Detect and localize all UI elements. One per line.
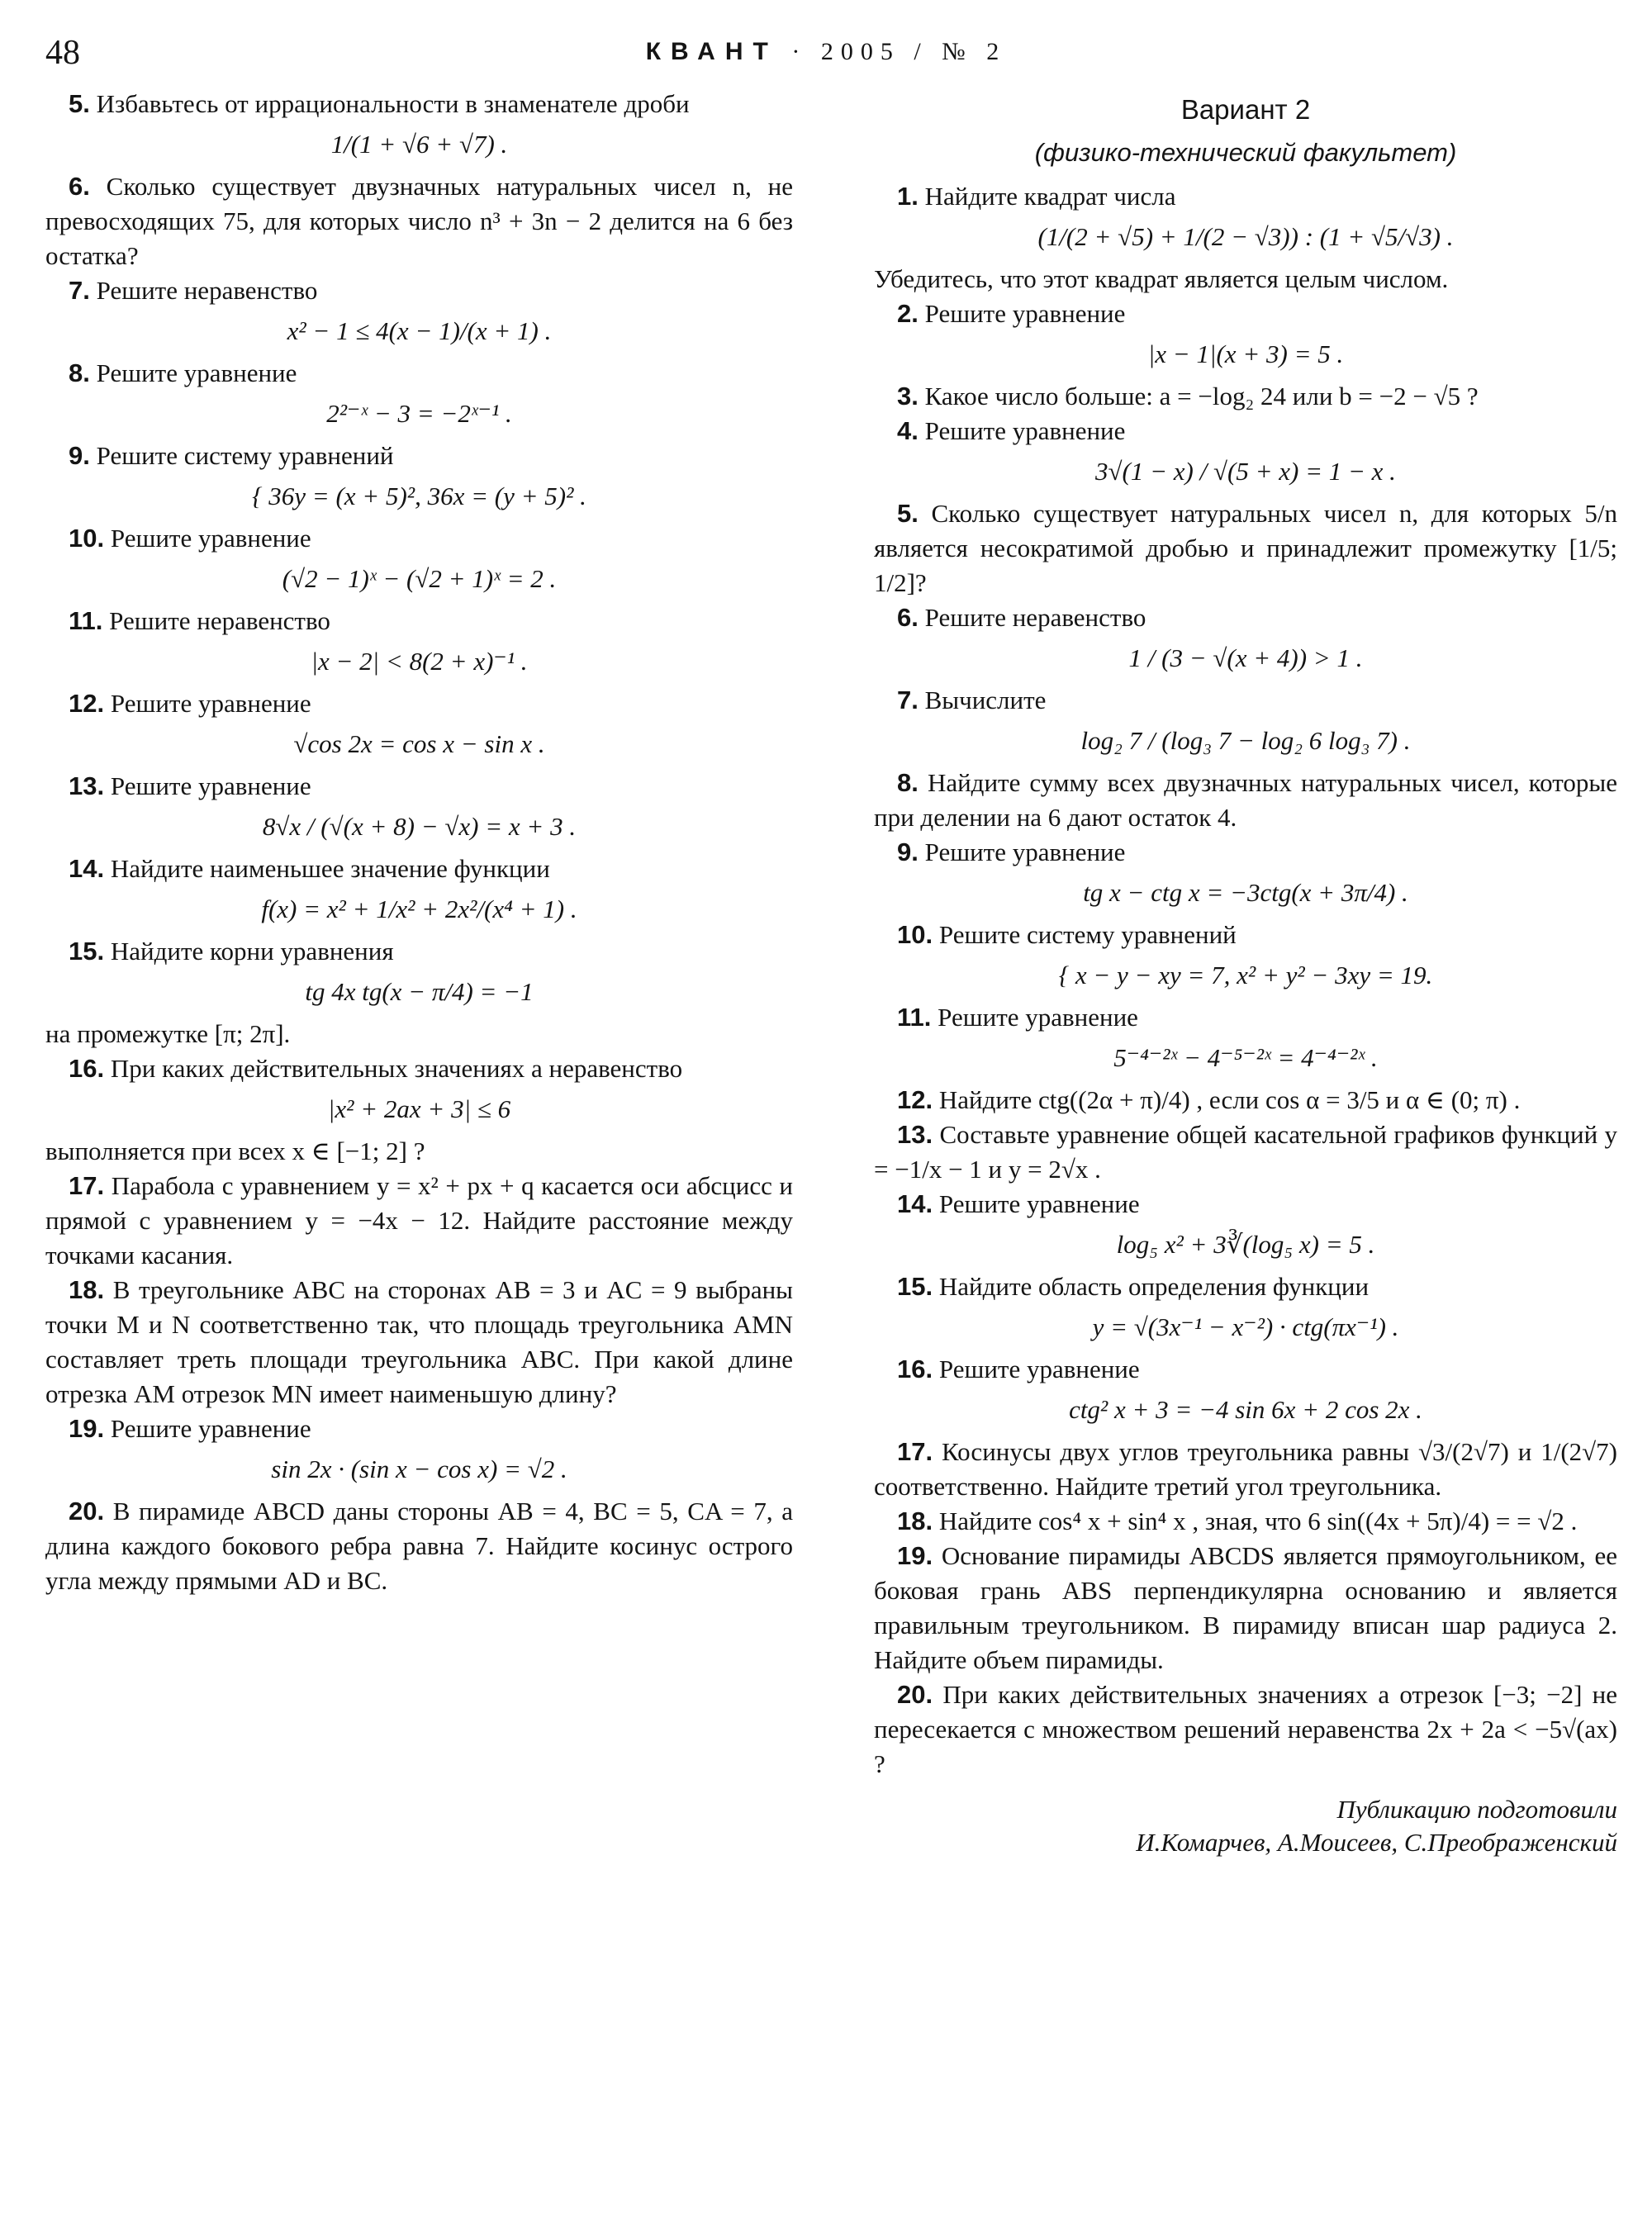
formula: 8√x / (√(x + 8) − √x) = x + 3 . — [262, 812, 577, 841]
problem-number: 19. — [69, 1414, 105, 1443]
problem — [45, 273, 793, 308]
paragraph: на промежутке [π; 2π]. — [45, 1019, 291, 1048]
problem-text: Решите уравнение — [96, 358, 297, 387]
problem-number: 6. — [69, 172, 90, 201]
problem-number: 7. — [69, 276, 90, 305]
formula: log₂ 7 / (log₃ 7 − log₂ 6 log₃ 7) . — [1080, 726, 1411, 755]
problem-text: При каких действительных значениях a отрезок [−3; −2] не пересекается с множеством решений неравенства 2x + 2a < −5√(ax) ? — [874, 1680, 1617, 1778]
problem-text: Решите неравенство — [96, 276, 318, 305]
problem-text: Сколько существует натуральных чисел n, для которых 5/n является несократимой дробью и принадлежит промежутку [1/5; 1/2]? — [874, 499, 1617, 597]
problem-text: Косинусы двух углов треугольника равны √3/(2√7) и 1/(2√7) соответственно. Найдите третий угол треугольника. — [874, 1437, 1618, 1501]
problem-text: Парабола с уравнением y = x² + px + q касается оси абсцисс и прямой с уравнением y = −4x − 12. Найдите расстояние между точками касания. — [45, 1171, 793, 1269]
problem-text: Решите уравнение — [938, 1355, 1140, 1383]
credits — [874, 1793, 1617, 1859]
problem-number: 17. — [69, 1171, 105, 1200]
problem-number: 11. — [69, 606, 103, 635]
formula: x² − 1 ≤ 4(x − 1)/(x + 1) . — [287, 316, 552, 345]
problem — [45, 852, 793, 886]
problem — [45, 521, 793, 556]
problem — [874, 496, 1617, 600]
formula: (√2 − 1)ˣ − (√2 + 1)ˣ = 2 . — [282, 564, 557, 593]
problem-text: Решите систему уравнений — [96, 441, 394, 470]
formula: 1/(1 + √6 + √7) . — [330, 130, 508, 159]
problem-text: Решите уравнение — [110, 1414, 311, 1443]
problem — [874, 1539, 1617, 1677]
problem — [874, 1352, 1617, 1387]
problem-text: Найдите квадрат числа — [924, 182, 1176, 211]
problem — [874, 835, 1617, 870]
problem-number: 5. — [69, 89, 90, 118]
problem-number: 20. — [897, 1680, 933, 1709]
problem-text: Решите уравнение — [110, 689, 311, 718]
page-number: 48 — [45, 34, 80, 72]
journal-name: КВАНТ — [645, 38, 778, 65]
formula: { x − y − xy = 7, x² + y² − 3xy = 19. — [1058, 961, 1433, 989]
problem-text: Решите уравнение — [110, 771, 311, 800]
problem-number: 9. — [69, 441, 90, 470]
problem-number: 14. — [897, 1189, 933, 1218]
problem — [45, 934, 793, 969]
problem — [45, 769, 793, 804]
problem-text: Какое число больше: a = −log₂ 24 или b = −2 − √5 ? — [924, 382, 1479, 410]
problem — [874, 1117, 1617, 1187]
problem — [874, 1435, 1617, 1504]
formula: log₅ x² + 3∛(log₅ x) = 5 . — [1116, 1230, 1375, 1259]
formula: |x² + 2ax + 3| ≤ 6 — [327, 1094, 511, 1123]
problem-number: 5. — [897, 499, 919, 528]
problem — [874, 1504, 1617, 1539]
problem — [874, 1269, 1617, 1304]
page-header — [0, 33, 1652, 91]
problem — [874, 414, 1617, 448]
problem — [45, 1051, 793, 1086]
problem-text: В пирамиде ABCD даны стороны AB = 4, BC = 5, CA = 7, а длина каждого бокового ребра равна 7. Найдите косинус острого угла между прямыми AD и BC. — [45, 1497, 794, 1595]
problem-number: 15. — [897, 1272, 933, 1301]
credits-line: Публикацию подготовили — [1336, 1795, 1617, 1824]
formula: f(x) = x² + 1/x² + 2x²/(x⁴ + 1) . — [261, 894, 577, 923]
problem-text: Избавьтесь от иррациональности в знаменателе дроби — [96, 89, 690, 118]
problem-number: 18. — [69, 1275, 105, 1304]
problem-number: 8. — [69, 358, 90, 387]
problem — [874, 1187, 1617, 1222]
problem-number: 15. — [69, 937, 105, 966]
formula: 2²⁻ˣ − 3 = −2ˣ⁻¹ . — [326, 399, 512, 428]
problem-text: Решите уравнение — [924, 838, 1126, 866]
problem — [874, 683, 1617, 718]
problem-number: 4. — [897, 416, 919, 445]
problem-text: При каких действительных значениях a неравенство — [110, 1054, 683, 1083]
problem-text: Решите уравнение — [938, 1189, 1140, 1218]
problem-number: 12. — [897, 1085, 933, 1114]
journal-title — [0, 38, 1652, 66]
formula: 5⁻⁴⁻²ˣ − 4⁻⁵⁻²ˣ = 4⁻⁴⁻²ˣ . — [1113, 1043, 1378, 1072]
problem — [45, 686, 793, 721]
formula: 1 / (3 − √(x + 4)) > 1 . — [1128, 643, 1363, 672]
problem — [45, 1494, 793, 1598]
formula: tg x − ctg x = −3ctg(x + 3π/4) . — [1083, 878, 1408, 907]
problem-number: 16. — [897, 1355, 933, 1383]
problem-text: Решите уравнение — [924, 416, 1126, 445]
problem-number: 14. — [69, 854, 105, 883]
problem-number: 10. — [897, 920, 933, 949]
variant-subtitle: (физико-технический факультет) — [1034, 138, 1457, 167]
paragraph: выполняется при всех x ∈ [−1; 2] ? — [45, 1136, 425, 1165]
problem-text: Решите уравнение — [924, 299, 1126, 328]
problem-text: Решите неравенство — [924, 603, 1146, 632]
problem-text: Найдите область определения функции — [938, 1272, 1370, 1301]
problem-number: 8. — [897, 768, 919, 797]
problem-number: 2. — [897, 299, 919, 328]
formula: ctg² x + 3 = −4 sin 6x + 2 cos 2x . — [1069, 1395, 1422, 1424]
problem — [45, 87, 793, 121]
problem-text: Решите неравенство — [109, 606, 330, 635]
problem-number: 19. — [897, 1541, 933, 1570]
formula: |x − 1|(x + 3) = 5 . — [1147, 339, 1344, 368]
problem-number: 7. — [897, 686, 919, 714]
problem — [874, 766, 1617, 835]
left-column — [45, 87, 793, 1598]
problem — [874, 918, 1617, 952]
formula: 3√(1 − x) / √(5 + x) = 1 − x . — [1095, 457, 1396, 486]
problem-text: Найдите наименьшее значение функции — [110, 854, 550, 883]
problem-number: 13. — [69, 771, 105, 800]
problem — [874, 1000, 1617, 1035]
problem — [45, 1412, 793, 1446]
variant-title: Вариант 2 — [1180, 94, 1311, 125]
problem-number: 16. — [69, 1054, 105, 1083]
problem-text: В треугольнике ABC на сторонах AB = 3 и AC = 9 выбраны точки M и N соответственно так, что площадь треугольника AMN составляет треть площади треугольника ABC. При какой длине отрезка AM отрезок MN имеет наименьшую длину? — [45, 1275, 793, 1408]
right-column — [874, 87, 1617, 1859]
problem-number: 18. — [897, 1507, 933, 1535]
formula: tg 4x tg(x − π/4) = −1 — [305, 977, 534, 1006]
problem-text: Вычислите — [924, 686, 1047, 714]
problem-text: Решите уравнение — [110, 524, 311, 553]
problem — [874, 179, 1617, 214]
problem-text: Найдите cos⁴ x + sin⁴ x , зная, что 6 sin((4x + 5π)/4) = = √2 . — [938, 1507, 1578, 1535]
problem — [45, 1169, 793, 1273]
formula: y = √(3x⁻¹ − x⁻²) · ctg(πx⁻¹) . — [1092, 1312, 1399, 1341]
problem-number: 9. — [897, 838, 919, 866]
problem-text: Найдите ctg((2α + π)/4) , если cos α = 3/5 и α ∈ (0; π) . — [938, 1085, 1521, 1114]
problem — [45, 169, 793, 273]
problem — [874, 600, 1617, 635]
formula: { 36y = (x + 5)², 36x = (y + 5)² . — [252, 482, 586, 510]
formula: |x − 2| < 8(2 + x)⁻¹ . — [311, 647, 528, 676]
problem — [874, 297, 1617, 331]
problem-text: Найдите сумму всех двузначных натуральных чисел, которые при делении на 6 дают остаток 4. — [874, 768, 1617, 832]
journal-issue: · 2005 / № 2 — [791, 38, 1007, 65]
problem — [45, 356, 793, 391]
problem-text: Основание пирамиды ABCDS является прямоугольником, ее боковая грань ABS перпендикулярна основанию и является правильным треугольником. В пирамиду вписан шар радиуса 2. Найдите объем пирамиды. — [874, 1541, 1617, 1674]
credits-authors: И.Комарчев, А.Моисеев, С.Преображенский — [1136, 1828, 1617, 1857]
problem — [45, 604, 793, 638]
problem-number: 20. — [69, 1497, 105, 1526]
problem — [874, 1677, 1617, 1782]
problem-text: Решите систему уравнений — [938, 920, 1237, 949]
problem-number: 10. — [69, 524, 105, 553]
problem-number: 17. — [897, 1437, 933, 1466]
formula: (1/(2 + √5) + 1/(2 − √3)) : (1 + √5/√3) . — [1037, 222, 1454, 251]
problem-number: 13. — [897, 1120, 933, 1149]
paragraph: Убедитесь, что этот квадрат является целым числом. — [874, 264, 1449, 293]
formula: √cos 2x = cos x − sin x . — [293, 729, 545, 758]
problem — [45, 1273, 793, 1412]
problem-number: 3. — [897, 382, 919, 410]
problem-text: Составьте уравнение общей касательной графиков функций y = −1/x − 1 и y = 2√x . — [874, 1120, 1617, 1184]
problem-text: Решите уравнение — [938, 1003, 1138, 1032]
problem — [874, 1083, 1617, 1117]
problem — [874, 379, 1617, 414]
problem-number: 12. — [69, 689, 105, 718]
problem-text: Сколько существует двузначных натуральных чисел n, не превосходящих 75, для которых число n³ + 3n − 2 делится на 6 без остатка? — [45, 172, 793, 270]
problem-text: Найдите корни уравнения — [110, 937, 394, 966]
problem-number: 1. — [897, 182, 919, 211]
problem-number: 6. — [897, 603, 919, 632]
formula: sin 2x · (sin x − cos x) = √2 . — [271, 1454, 567, 1483]
problem — [45, 439, 793, 473]
problem-number: 11. — [897, 1003, 932, 1032]
